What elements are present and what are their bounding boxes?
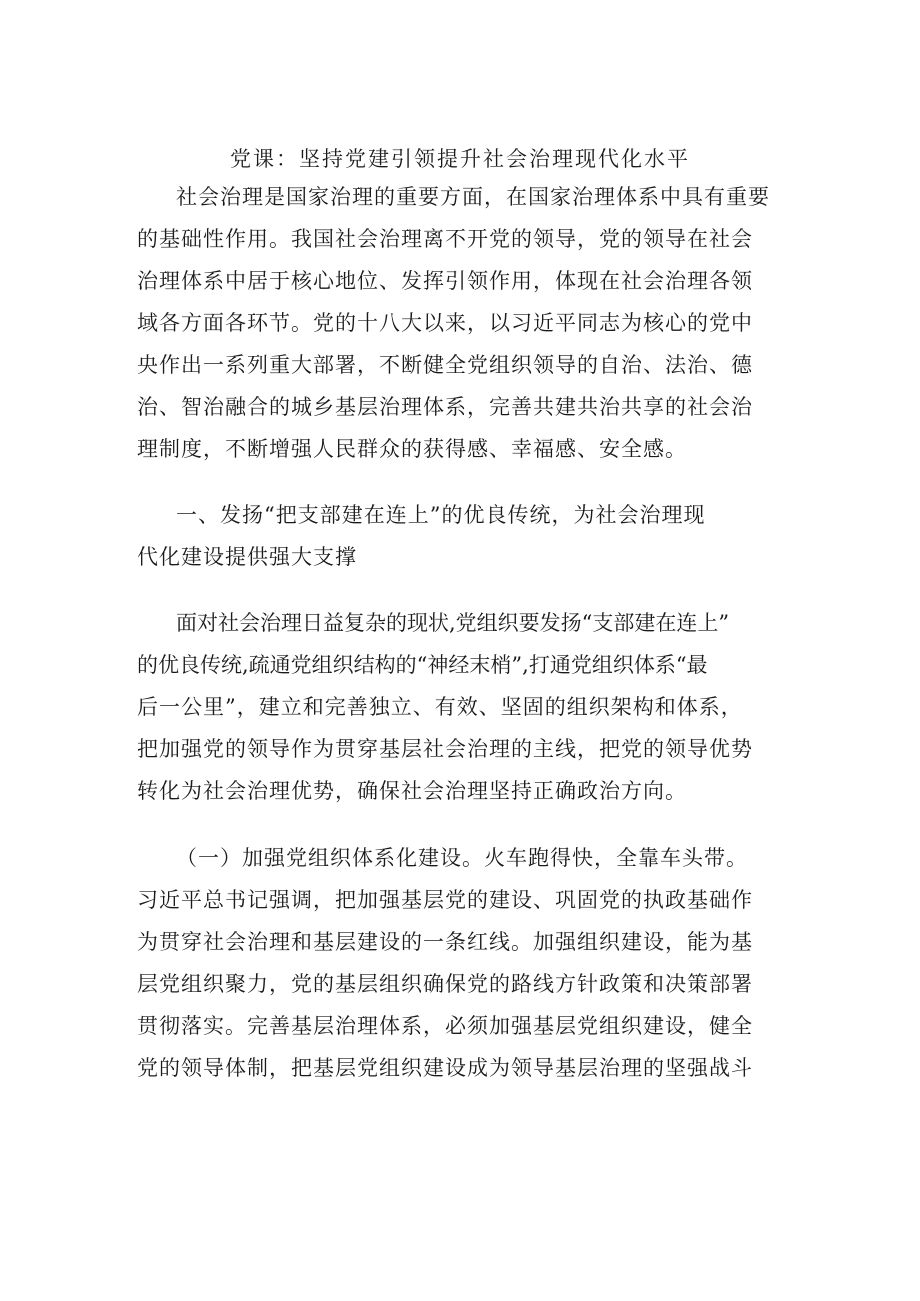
intro-line: 域各方面各环节。党的十八大以来，以习近平同志为核心的党中 <box>137 311 753 335</box>
document-title: 党课：坚持党建引领提升社会治理现代化水平 <box>230 147 690 171</box>
intro-line: 的基础性作用。我国社会治理离不开党的领导，党的领导在社会 <box>137 227 753 251</box>
section-body-line: 的优良传统,疏通党组织结构的“神经末梢”,打通党组织体系“最 <box>137 653 708 677</box>
section-body-line: 面对社会治理日益复杂的现状,党组织要发扬“支部建在连上” <box>176 611 730 635</box>
intro-line: 理制度，不断增强人民群众的获得感、幸福感、安全感。 <box>137 437 687 461</box>
intro-line: 央作出一系列重大部署，不断健全党组织领导的自治、法治、德 <box>137 353 753 377</box>
section-heading-line: 一、发扬“把支部建在连上”的优良传统，为社会治理现 <box>176 503 706 527</box>
subsection-line: 习近平总书记强调，把加强基层党的建设、巩固党的执政基础作 <box>137 888 753 912</box>
subsection-line: 为贯穿社会治理和基层建设的一条红线。加强组织建设，能为基 <box>137 930 753 954</box>
section-body-line: 把加强党的领导作为贯穿基层社会治理的主线，把党的领导优势 <box>137 737 753 761</box>
section-body-line: 转化为社会治理优势，确保社会治理坚持正确政治方向。 <box>137 779 687 803</box>
intro-line: 社会治理是国家治理的重要方面，在国家治理体系中具有重要 <box>176 185 770 209</box>
subsection-line: 贯彻落实。完善基层治理体系，必须加强基层党组织建设，健全 <box>137 1014 753 1038</box>
section-heading-line: 代化建设提供强大支撑 <box>137 545 357 569</box>
subsection-line: 层党组织聚力，党的基层组织确保党的路线方针政策和决策部署 <box>137 972 753 996</box>
section-body-line: 后一公里”，建立和完善独立、有效、坚固的组织架构和体系， <box>137 695 743 719</box>
intro-line: 治、智治融合的城乡基层治理体系，完善共建共治共享的社会治 <box>137 395 753 419</box>
subsection-line: （一）加强党组织体系化建设。火车跑得快，全靠车头带。 <box>176 846 748 870</box>
intro-line: 治理体系中居于核心地位、发挥引领作用，体现在社会治理各领 <box>137 269 753 293</box>
subsection-line: 党的领导体制，把基层党组织建设成为领导基层治理的坚强战斗 <box>137 1056 753 1080</box>
